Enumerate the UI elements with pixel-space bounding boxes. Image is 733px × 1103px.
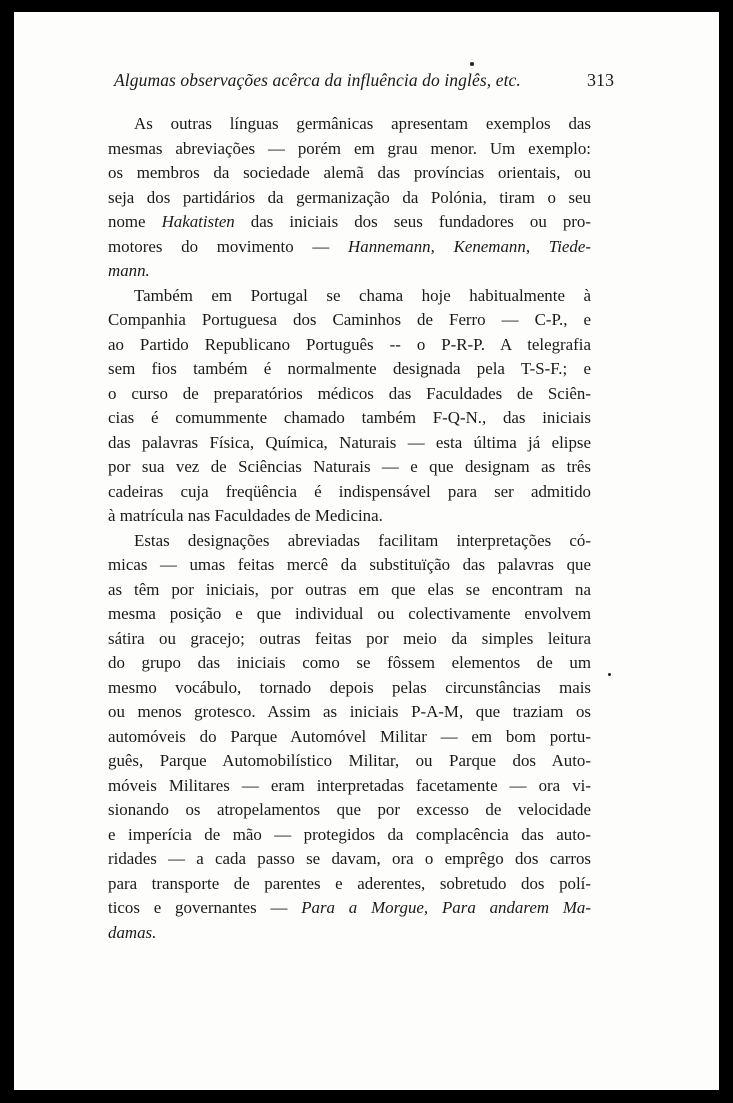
print-speck [608, 673, 611, 676]
text-line: cias é comummente chamado também F-Q-N., das iniciais [108, 408, 591, 427]
text-line: seja dos partidários da germanização da Polónia, tiram o seu [108, 187, 591, 207]
italic-text: Para andarem Ma- [441, 898, 591, 917]
text-line: e imperícia de mão — protegidos da complacência das auto- [108, 824, 591, 844]
paragraph [108, 529, 591, 946]
print-speck [470, 62, 474, 66]
text-line [108, 921, 591, 946]
text-line: mesma posição e que individual ou colectivamente envolvem [108, 604, 591, 623]
text-line: guês, Parque Automobilístico Militar, ou Parque dos Auto- [108, 751, 591, 770]
text-line: mesmas abreviações — porém em grau menor. Um exemplo: [108, 138, 591, 158]
text-line: móveis Militares — eram interpretadas facetamente — ora vi- [108, 775, 591, 795]
text-line: os membros da sociedade alemã das províncias orientais, ou [108, 163, 591, 182]
text-line: sionando os atropelamentos que por excesso de velocidade [108, 800, 591, 819]
text-line: Companhia Portuguesa dos Caminhos de Ferro — C-P., e [108, 310, 591, 329]
text-line: sem fios também é normalmente designada pela T-S-F.; e [108, 359, 591, 378]
text-line: micas — umas feitas mercê da substituïção das palavras que [108, 555, 591, 574]
italic-text: Kenemann, [453, 236, 531, 256]
text-line: Estas designações abreviadas facilitam interpretações có- [134, 530, 591, 550]
paragraph [108, 112, 591, 284]
book-page [14, 12, 719, 1090]
text-line: mesmo vocábulo, tornado depois pelas circunstâncias mais [108, 677, 591, 697]
text-line: As outras línguas germânicas apresentam exemplos das [134, 114, 591, 133]
text-line: o curso de preparatórios médicos das Faculdades de Sciên- [108, 383, 591, 403]
paragraph [108, 284, 591, 529]
text-line: por sua vez de Sciências Naturais — e que designam as três [108, 457, 591, 476]
text-line: automóveis do Parque Automóvel Militar — em bom portu- [108, 726, 591, 746]
text-line: nome Hakatisten das iniciais dos seus fundadores ou pro- [108, 212, 592, 231]
text-line: ao Partido Republicano Português -- o P-R-P. A telegrafia [108, 334, 591, 354]
text-line: do grupo das iniciais como se fôssem elementos de um [108, 653, 591, 672]
running-header [114, 70, 614, 91]
italic-text: mann. [108, 261, 150, 280]
italic-text: Para a Morgue, [301, 898, 429, 917]
text-line: para transporte de parentes e aderentes, sobretudo dos polí- [108, 873, 591, 893]
italic-text: Tiede- [548, 236, 591, 256]
italic-text: Hakatisten [161, 212, 235, 231]
text-line [108, 259, 591, 284]
text-line: Também em Portugal se chama hoje habitualmente à [134, 285, 591, 305]
text-line: ridades — a cada passo se davam, ora o emprêgo dos carros [108, 849, 591, 868]
text-line: as têm por iniciais, por outras em que elas se encontram na [108, 579, 591, 599]
text-line: das palavras Física, Química, Naturais — esta última já elipse [108, 432, 591, 452]
text-line: cadeiras cuja freqüência é indispensável para ser admitido [108, 481, 591, 501]
text-line: à matrícula nas Faculdades de Medicina. [108, 506, 383, 525]
text-line: ticos e governantes — Para a Morgue, Para andarem Ma- [108, 898, 591, 917]
text-line: ou menos grotesco. Assim as iniciais P-A-M, que traziam os [108, 702, 591, 721]
italic-text: Hannemann, [348, 236, 435, 256]
text-line: motores do movimento — Hannemann, Kenemann, Tiede- [108, 236, 591, 256]
running-title: Algumas observações acêrca da influência do inglês, etc. [114, 70, 521, 90]
page-number: 313 [587, 70, 614, 90]
body-text [108, 112, 591, 945]
text-line: sátira ou gracejo; outras feitas por meio da simples leitura [108, 628, 591, 648]
italic-text: damas. [108, 922, 157, 942]
